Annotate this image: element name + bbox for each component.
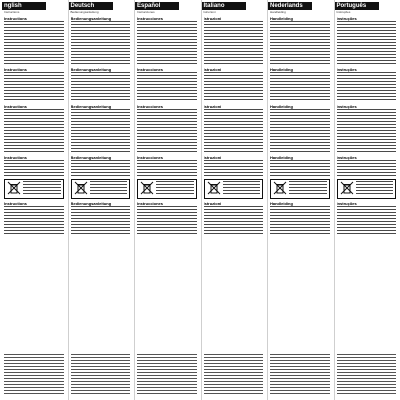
section (137, 104, 197, 153)
column-subtitle: Istruzioni (203, 10, 216, 14)
language-tab: Deutsch (69, 2, 113, 10)
section-heading: Handleiding (270, 201, 293, 206)
body-text-block (270, 160, 330, 176)
section-heading: Instructions (4, 67, 27, 72)
section (4, 155, 64, 176)
section (137, 155, 197, 176)
disposal-text (156, 181, 194, 195)
body-text-block (204, 72, 264, 102)
section-heading: Instructions (4, 201, 27, 206)
disposal-notice-box (204, 179, 264, 199)
section-heading: Instruções (336, 155, 357, 160)
body-text-block (4, 72, 64, 102)
body-text-block (137, 109, 197, 153)
footer-text-block (71, 354, 131, 394)
language-column-dutch (267, 0, 332, 400)
section-heading: Instruções (336, 201, 357, 206)
body-text-block (4, 206, 64, 236)
crossed-out-wheelie-bin-icon (7, 181, 21, 195)
language-tab: Español (135, 2, 179, 10)
body-text-block (71, 206, 131, 236)
body-text-block (270, 72, 330, 102)
section-heading: Instruções (336, 104, 357, 109)
disposal-notice-box (4, 179, 64, 199)
language-tab: Nederlands (268, 2, 312, 10)
body-text-block (4, 21, 64, 65)
section (4, 67, 64, 102)
body-text-block (137, 206, 197, 236)
body-text-block (270, 206, 330, 236)
section (270, 155, 330, 176)
body-text-block (71, 109, 131, 153)
column-subtitle: Instrucciones (137, 10, 155, 14)
section-heading: Instructions (4, 155, 27, 160)
disposal-text (23, 181, 61, 195)
body-text-block (337, 160, 397, 176)
section-heading: Instructions (4, 16, 27, 21)
section-heading: Instrucciones (137, 155, 164, 160)
disposal-notice-box (137, 179, 197, 199)
body-text-block (137, 72, 197, 102)
section-heading: Istruzioni (203, 155, 222, 160)
section-heading: Istruzioni (203, 201, 222, 206)
footer-text-block (4, 354, 64, 394)
section (71, 104, 131, 153)
body-text-block (204, 21, 264, 65)
section-heading: Handleiding (270, 104, 293, 109)
crossed-out-wheelie-bin-icon (207, 181, 221, 195)
disposal-text (289, 181, 327, 195)
body-text-block (137, 160, 197, 176)
disposal-text (90, 181, 128, 195)
section (204, 16, 264, 65)
section (71, 67, 131, 102)
body-text-block (71, 160, 131, 176)
section-heading: Istruzioni (203, 67, 222, 72)
section (71, 155, 131, 176)
section-heading: Instrucciones (137, 104, 164, 109)
body-text-block (4, 109, 64, 153)
section-heading: Istruzioni (203, 16, 222, 21)
section (204, 155, 264, 176)
section-heading: Bedienungsanleitung (70, 67, 112, 72)
section (337, 16, 397, 65)
disposal-notice-box (270, 179, 330, 199)
crossed-out-wheelie-bin-icon (74, 181, 88, 195)
body-text-block (71, 72, 131, 102)
column-subtitle: Instructions (4, 10, 20, 14)
section-heading: Instrucciones (137, 201, 164, 206)
body-text-block (337, 72, 397, 102)
body-text-block (270, 21, 330, 65)
section-heading: Instrucciones (137, 67, 164, 72)
section-heading: Bedienungsanleitung (70, 104, 112, 109)
section (270, 201, 330, 236)
section (137, 16, 197, 65)
section (204, 67, 264, 102)
language-column-english (2, 0, 66, 400)
disposal-notice-box (71, 179, 131, 199)
section-heading: Instrucciones (137, 16, 164, 21)
section-heading: Istruzioni (203, 104, 222, 109)
body-text-block (71, 21, 131, 65)
body-text-block (137, 21, 197, 65)
section (337, 104, 397, 153)
section-heading: Bedienungsanleitung (70, 155, 112, 160)
language-column-portuguese (334, 0, 399, 400)
footer-text-block (270, 354, 330, 394)
footer-text-block (337, 354, 397, 394)
section-heading: Instructions (4, 104, 27, 109)
section-heading: Handleiding (270, 155, 293, 160)
language-column-spanish (134, 0, 199, 400)
body-text-block (337, 21, 397, 65)
section-heading: Bedienungsanleitung (70, 201, 112, 206)
language-tab: Italiano (202, 2, 246, 10)
section (137, 67, 197, 102)
body-text-block (337, 109, 397, 153)
section (71, 16, 131, 65)
language-column-italian (201, 0, 266, 400)
body-text-block (204, 109, 264, 153)
section-heading: Handleiding (270, 67, 293, 72)
section (270, 104, 330, 153)
disposal-text (223, 181, 261, 195)
crossed-out-wheelie-bin-icon (340, 181, 354, 195)
section-heading: Bedienungsanleitung (70, 16, 112, 21)
body-text-block (4, 160, 64, 176)
language-column-german (68, 0, 133, 400)
footer-text-block (204, 354, 264, 394)
section (4, 104, 64, 153)
body-text-block (270, 109, 330, 153)
column-subtitle: Handleiding (270, 10, 286, 14)
footer-text-block (137, 354, 197, 394)
section (204, 104, 264, 153)
disposal-notice-box (337, 179, 397, 199)
section (337, 67, 397, 102)
crossed-out-wheelie-bin-icon (140, 181, 154, 195)
body-text-block (204, 160, 264, 176)
section (137, 201, 197, 236)
section (337, 155, 397, 176)
section (4, 16, 64, 65)
section (4, 201, 64, 236)
section-heading: Instruções (336, 67, 357, 72)
disposal-text (356, 181, 394, 195)
section (337, 201, 397, 236)
crossed-out-wheelie-bin-icon (273, 181, 287, 195)
language-tab: Português (335, 2, 379, 10)
section (71, 201, 131, 236)
section-heading: Instruções (336, 16, 357, 21)
section (204, 201, 264, 236)
language-tab: nglish (2, 2, 46, 10)
section (270, 16, 330, 65)
section (270, 67, 330, 102)
body-text-block (337, 206, 397, 236)
section-heading: Handleiding (270, 16, 293, 21)
column-subtitle: Bedienungsanleitung (70, 10, 99, 14)
column-subtitle: Instruções (336, 10, 351, 14)
body-text-block (204, 206, 264, 236)
